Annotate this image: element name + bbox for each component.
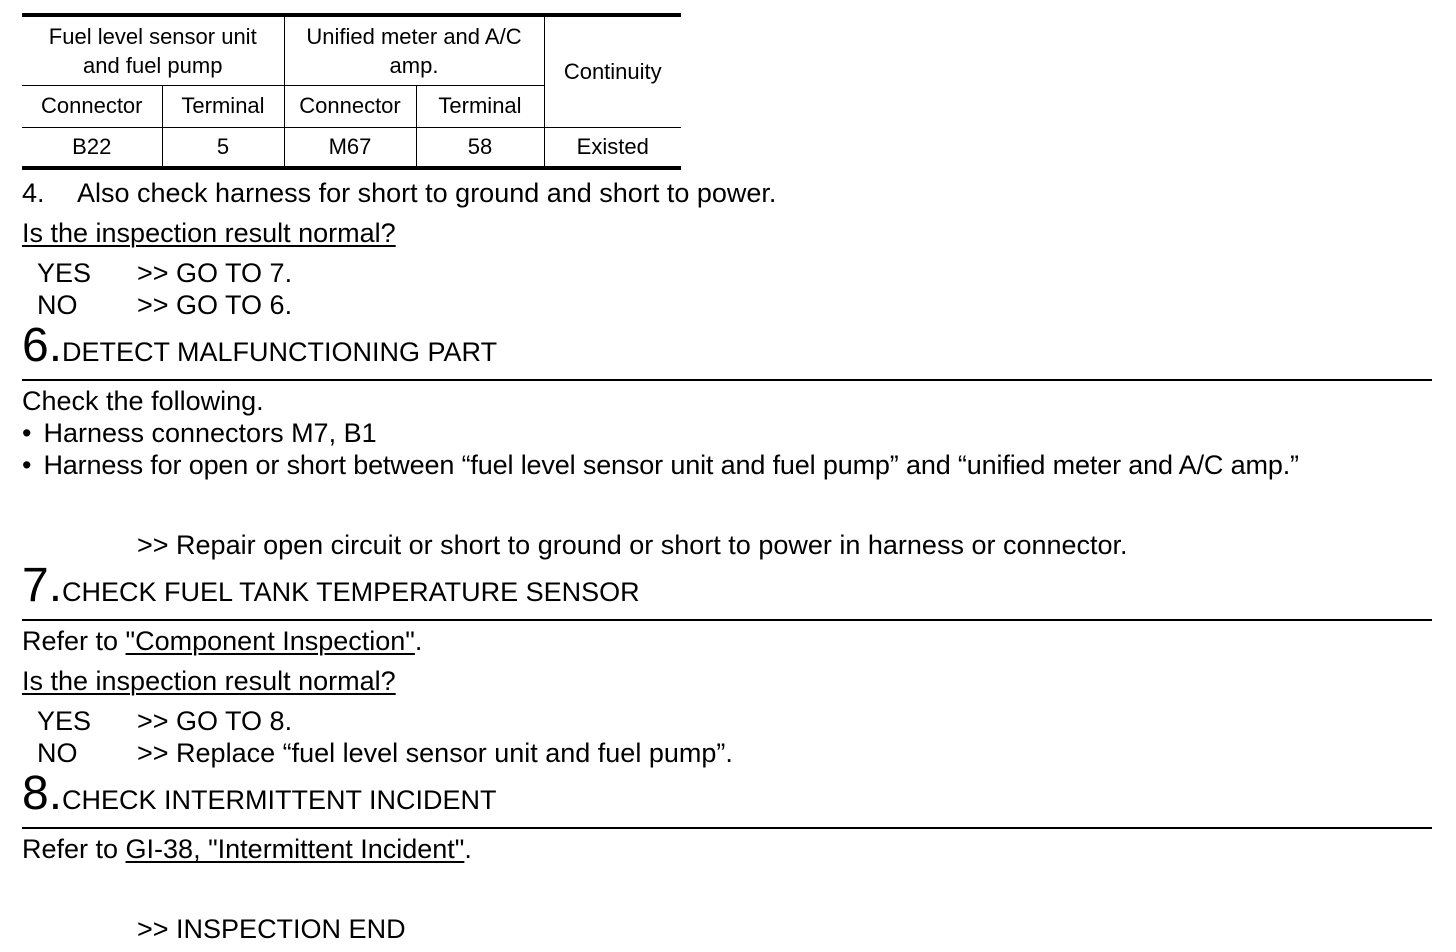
step-heading-6 xyxy=(22,319,498,372)
refer-suffix: . xyxy=(464,834,472,864)
list-item xyxy=(22,417,377,449)
no-action: >> Replace “fuel level sensor unit and fuel pump”. xyxy=(137,738,733,768)
step-number: 8. xyxy=(22,767,63,820)
step-title: CHECK FUEL TANK TEMPERATURE SENSOR xyxy=(62,577,640,607)
step6-action: >> Repair open circuit or short to ground or short to power in harness or connector. xyxy=(137,530,1128,560)
subheader-terminal: Terminal xyxy=(162,85,284,127)
intermittent-incident-link[interactable]: GI-38, "Intermittent Incident" xyxy=(125,834,465,864)
header-continuity: Continuity xyxy=(544,15,681,127)
table-row xyxy=(22,127,681,168)
cell-terminal: 5 xyxy=(162,127,284,168)
cell-connector: B22 xyxy=(22,127,162,168)
header-unified-meter: Unified meter and A/C amp. xyxy=(284,15,544,85)
step-title: DETECT MALFUNCTIONING PART xyxy=(62,337,498,367)
subheader-terminal: Terminal xyxy=(416,85,544,127)
subheader-connector: Connector xyxy=(284,85,416,127)
cell-continuity: Existed xyxy=(544,127,681,168)
component-inspection-link[interactable]: "Component Inspection" xyxy=(125,626,415,656)
bullet: • xyxy=(22,450,32,480)
refer-suffix: . xyxy=(414,626,423,656)
step-title: CHECK INTERMITTENT INCIDENT xyxy=(62,785,497,815)
cell-connector: M67 xyxy=(284,127,416,168)
list-text: Harness connectors M7, B1 xyxy=(43,418,377,448)
no-label: NO xyxy=(37,738,78,768)
refer-prefix: Refer to xyxy=(22,626,126,656)
divider xyxy=(22,379,1432,381)
refer-line xyxy=(22,833,472,865)
bullet: • xyxy=(22,418,32,448)
list-number: 4. xyxy=(22,178,45,208)
step8-action: >> INSPECTION END xyxy=(137,914,406,944)
step-heading-8 xyxy=(22,767,497,820)
divider xyxy=(22,619,1432,621)
yes-action: >> GO TO 7. xyxy=(137,258,293,288)
inspection-question: Is the inspection result normal? xyxy=(22,666,396,696)
yes-label: YES xyxy=(37,258,92,288)
yes-label: YES xyxy=(37,706,92,736)
divider xyxy=(22,827,1432,829)
step-number: 6. xyxy=(22,319,63,372)
step-heading-7 xyxy=(22,559,640,612)
list-text: Harness for open or short between “fuel level sensor unit and fuel pump” and “unified meter and A/C amp.” xyxy=(43,450,1299,480)
yes-action: >> GO TO 8. xyxy=(137,706,293,736)
step6-intro: Check the following. xyxy=(22,386,264,416)
refer-prefix: Refer to xyxy=(22,834,126,864)
no-label: NO xyxy=(37,290,78,320)
continuity-table xyxy=(22,13,681,170)
refer-line xyxy=(22,625,422,657)
list-item xyxy=(22,449,1299,481)
subheader-connector: Connector xyxy=(22,85,162,127)
cell-terminal: 58 xyxy=(416,127,544,168)
no-action: >> GO TO 6. xyxy=(137,290,293,320)
list-text: Also check harness for short to ground and short to power. xyxy=(77,178,777,208)
list-item-4 xyxy=(22,177,776,209)
step-number: 7. xyxy=(22,559,63,612)
header-fuel-level-sensor: Fuel level sensor unit and fuel pump xyxy=(22,15,284,85)
inspection-question: Is the inspection result normal? xyxy=(22,218,396,248)
